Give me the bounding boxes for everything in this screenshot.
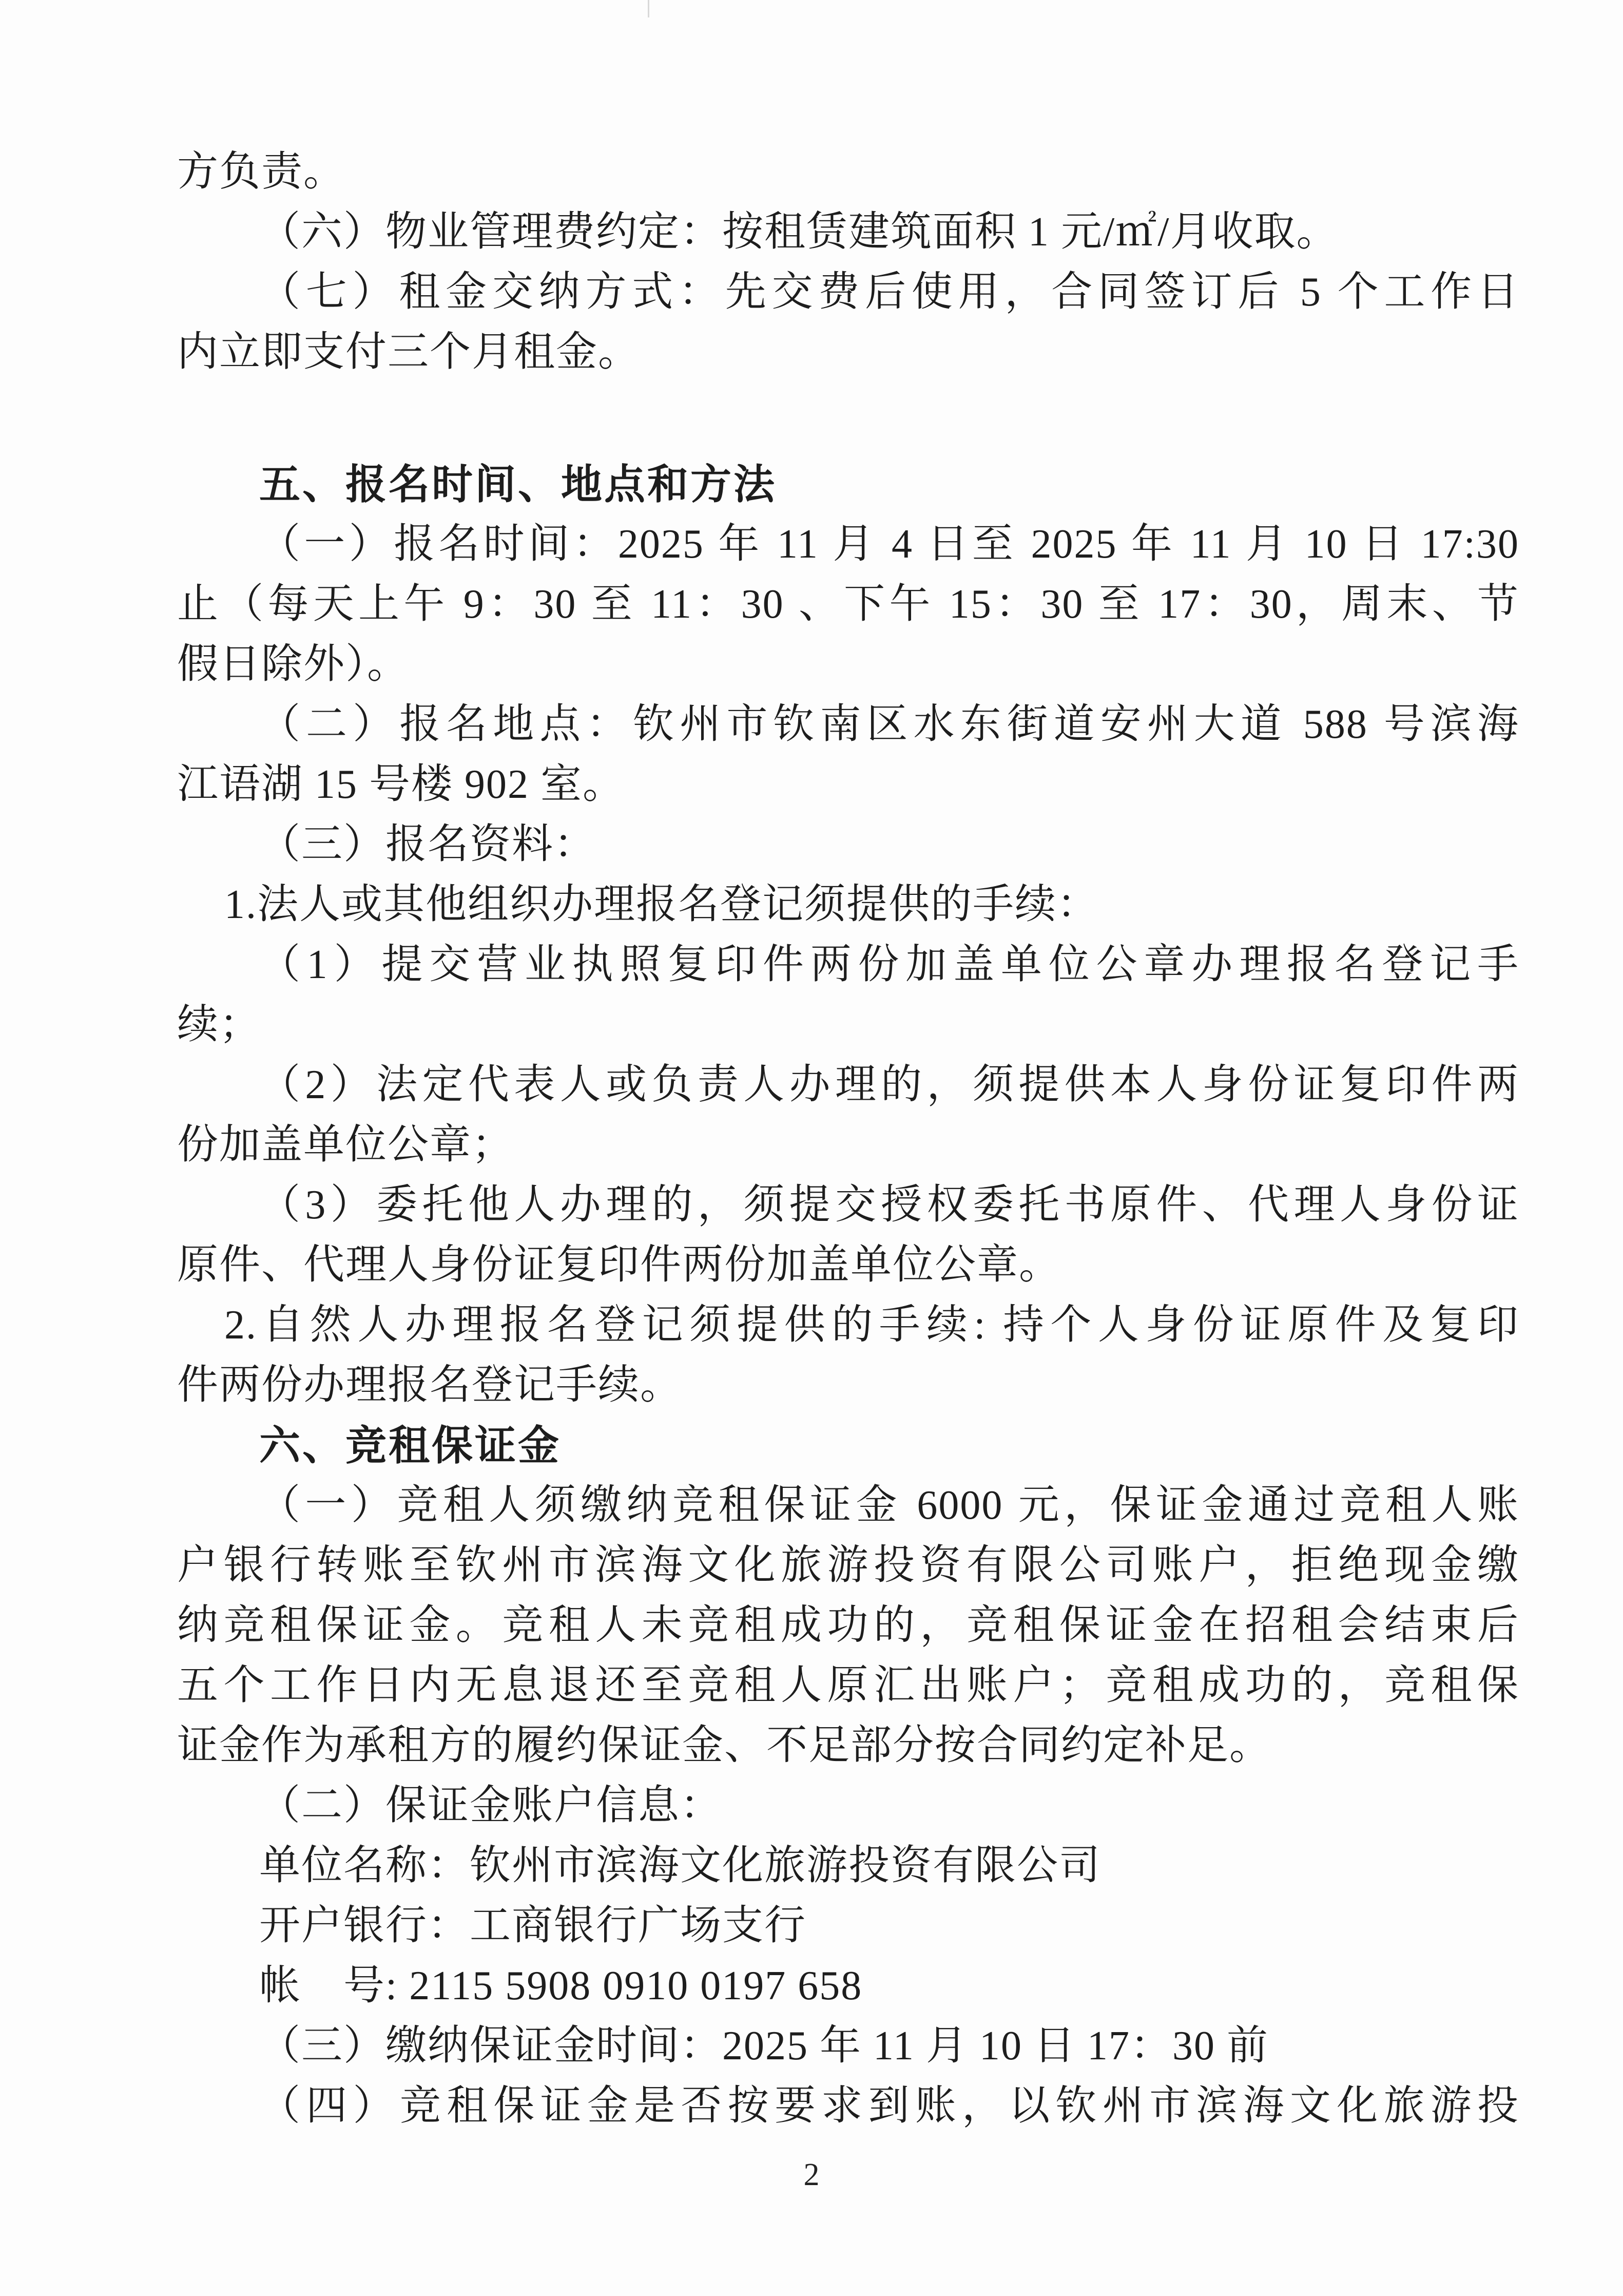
doc-line-natural-person-cont: 件两份办理报名登记手续。 — [177, 1363, 682, 1408]
doc-line-deposit-account-title: （二）保证金账户信息： — [259, 1783, 722, 1828]
doc-line-deposit-arrival: （四）竞租保证金是否按要求到账，以钦州市滨海文化旅游投 — [259, 2083, 1519, 2129]
doc-line-deposit-amount-cont4: 证金作为承租方的履约保证金、不足部分按合同约定补足。 — [177, 1723, 1271, 1768]
doc-line-representative-cont: 份加盖单位公章； — [177, 1122, 514, 1168]
doc-line-signup-place: （二）报名地点：钦州市钦南区水东街道安州大道 588 号滨海 — [259, 702, 1519, 747]
doc-line-signup-time: （一）报名时间：2025 年 11 月 4 日至 2025 年 11 月 10 日 17:30 — [259, 522, 1519, 567]
doc-line-rent-payment-cont: 内立即支付三个月租金。 — [177, 330, 640, 375]
doc-line-rent-payment-method: （七）租金交纳方式：先交费后使用，合同签订后 5 个工作日 — [259, 270, 1519, 315]
document-body — [177, 142, 1519, 2136]
scan-artifact — [648, 0, 649, 17]
page-number: 2 — [803, 2157, 820, 2192]
doc-line-company-name: 单位名称：钦州市滨海文化旅游投资有限公司 — [259, 1843, 1101, 1888]
doc-line-deposit-amount-cont3: 五个工作日内无息退还至竞租人原汇出账户；竞租成功的，竞租保 — [177, 1663, 1519, 1708]
doc-line-deposit-deadline: （三）缴纳保证金时间：2025 年 11 月 10 日 17：30 前 — [259, 2023, 1269, 2069]
doc-line-legal-person-rule: 1.法人或其他组织办理报名登记须提供的手续： — [224, 882, 1099, 927]
doc-line-delegate-rule: （3）委托他人办理的，须提交授权委托书原件、代理人身份证 — [259, 1182, 1519, 1228]
doc-line-license-copy-cont: 续； — [177, 1002, 261, 1047]
doc-line-signup-materials: （三）报名资料： — [259, 822, 596, 867]
doc-line-account-number: 帐 号: 2115 5908 0910 0197 658 — [259, 1963, 863, 2008]
doc-line-signup-place-cont: 江语湖 15 号楼 902 室。 — [177, 762, 625, 807]
doc-line-continuation: 方负责。 — [177, 149, 345, 195]
section-heading-deposit: 六、竞租保证金 — [259, 1423, 561, 1468]
doc-line-signup-time-cont2: 假日除外）。 — [177, 642, 409, 687]
doc-line-natural-person-rule: 2.自然人办理报名登记须提供的手续: 持个人身份证原件及复印 — [224, 1303, 1519, 1348]
section-heading-signup: 五、报名时间、地点和方法 — [259, 462, 777, 507]
doc-line-signup-time-cont1: 止（每天上午 9：30 至 11：30 、下午 15：30 至 17：30，周末、节 — [177, 582, 1519, 627]
doc-line-bank-name: 开户银行：工商银行广场支行 — [259, 1903, 806, 1948]
doc-line-delegate-rule-cont: 原件、代理人身份证复印件两份加盖单位公章。 — [177, 1242, 1061, 1288]
doc-line-deposit-amount-cont1: 户银行转账至钦州市滨海文化旅游投资有限公司账户，拒绝现金缴 — [177, 1543, 1519, 1588]
doc-line-property-fee: （六）物业管理费约定：按租赁建筑面积 1 元/㎡/月收取。 — [259, 209, 1339, 255]
doc-line-license-copy: （1）提交营业执照复印件两份加盖单位公章办理报名登记手 — [259, 942, 1519, 987]
doc-line-deposit-amount-cont2: 纳竞租保证金。竞租人未竞租成功的，竞租保证金在招租会结束后 — [177, 1603, 1519, 1648]
doc-line-representative-rule: （2）法定代表人或负责人办理的，须提供本人身份证复印件两 — [259, 1062, 1519, 1107]
doc-line-deposit-amount: （一）竞租人须缴纳竞租保证金 6000 元，保证金通过竞租人账 — [259, 1483, 1519, 1528]
